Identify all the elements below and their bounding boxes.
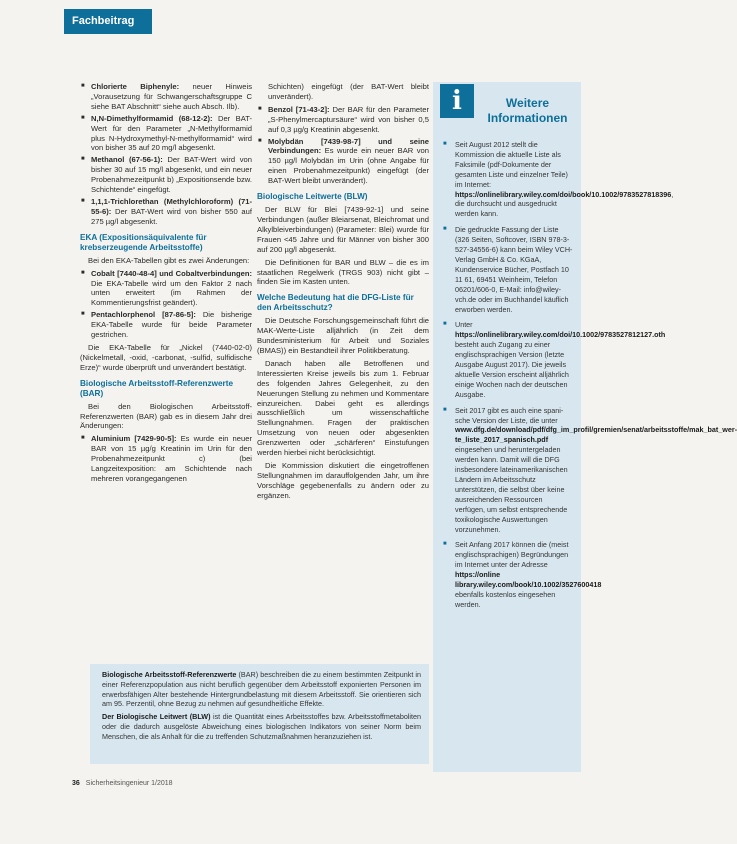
info-link[interactable]: https://onlinelibrary.wiley.com/doi/10.1002/9783527812127.oth [455,330,666,340]
item-label: Chlorierte Biphenyle: [91,82,180,91]
definition-box [90,664,429,764]
item-text: Der BAT-Wert für den Parameter „N-Methylformamid plus N-Hydroxymethyl-N-methylformamid“ wird von bisher 35 auf 20 mg/l abgesenkt. [91,113,252,153]
heading-bar: Biologische Arbeitsstoff-Referenzwerte (BAR) [80,378,234,398]
item-text: Es wurde ein neuer BAR von 150 µg/l Molybdän im Urin (ohne Angabe für einen Probenahmezeitpunkt) eingefügt (der BAT-Wert bleibt unverändert). [268,146,429,186]
paragraph: Der BLW für Blei [7439-92-1] und seine Verbindungen (außer Bleiarsenat, Bleichromat und Alkylbleiverbindungen) (Parameter: Blei) wurde für Frauen <45 Jahre und für Männer von bisher 300 auf 200 µg/l abgesenkt. [257,205,429,254]
paragraph: Die Definitionen für BAR und BLW – die es im staatlichen Regelwerk (TRGS 903) nicht gibt – finden Sie im Kasten unten. [257,257,429,287]
item-text: Der BAT-Wert wird von bisher 550 auf 275 µg/l abgesenkt. [91,206,252,226]
paragraph: Bei den Biologischen Arbeitsstoff-Referenzwerten (BAR) gab es in diesem Jahr drei Änderungen: [80,401,252,431]
definition-blw: Der Biologische Leitwert (BLW) ist die Quantität eines Arbeitsstoffes bzw. Arbeitsstoffmetaboliten oder die dadurch ausgelöste Abweichung eines biologischen Indikators von seiner Norm beim Menschen, die als Anhalt für die zu treffenden Schutzmaßnahmen heranzuziehen ist. [102,712,421,741]
list-item [80,434,252,484]
bullet-list-bat [80,82,252,227]
list-item [80,197,252,227]
list-item [257,137,429,187]
paragraph: Danach haben alle Betroffenen und Interessierten Kreise jeweils bis zum 1. Februar des folgenden Jahres Gelegenheit, zu den Neuerungen Stellung zu nehmen und Kommentare einzureichen. Dabei geht es allerdings ausschließlich um wissenschaftliche Stellungnahmen. Fragen der praktischen Umsetzung von neuen oder abgesenkten Grenzwerten oder „schärferen“ Einstufungen werden hierbei nicht berücksichtigt. [257,358,429,458]
list-item [80,82,252,112]
sidebar-title: Weitere Informationen [487,96,568,125]
item-text: Die bisherige EKA-Tabelle wurde für beide Parameter gestrichen. [91,310,252,340]
item-text: Der BAR für den Parameter „S-Phenylmercaptursäure“ wird von bisher 0,5 auf 0,3 µg/g Kreatinin abgesenkt. [268,104,429,134]
page-number: 36 [72,780,80,787]
item-label: Cobalt [7440-48-4] und Cobaltverbindungen: [91,268,252,278]
column-left [80,82,252,487]
section-label: Fachbeitrag [64,9,152,34]
paragraph: Bei den EKA-Tabellen gibt es zwei Änderungen: [88,255,250,265]
info-item: ■ Unter https://onlinelibrary.wiley.com/doi/10.1002/9783527812127.oth besteht auch Zugang zu einer englischsprachigen Version (letzte Ausgabe August 2017). Die jeweils aktuelle Version erscheint alljährlich einige Wochen nach der deutschen Ausgabe. [443,320,573,399]
info-item: ■ Seit August 2012 stellt die Kommission die aktuelle Liste als Faksimile (pdf-Dokumente der gesamten Liste und einzelner Teile) im Internet: https://onlinelibrary.wiley.com/doi/book/10.1002/9783527818396, die durchsucht und ausgedruckt werden kann. [443,140,573,219]
list-item [80,155,252,195]
info-link[interactable]: www.dfg.de/download/pdf/dfg_im_profil/gremien/senat/arbeitsstoffe/mak_bat_werte_liste_2017_spanisch.pdf [455,425,737,445]
bullet-list-bar [80,434,252,484]
info-link[interactable]: https://online library.wiley.com/book/10.1002/3527600418 [455,570,602,590]
info-link[interactable]: https://onlinelibrary.wiley.com/doi/book/10.1002/9783527818396 [455,189,672,199]
item-label: Methanol (67-56-1): [91,155,163,165]
paragraph: Die Kommission diskutiert die eingetroffenen Stellungnahmen im darauffolgenden Jahr, um ihre Vorschläge gegebenenfalls zu ändern oder zu ergänzen. [257,461,429,500]
list-item [80,269,252,309]
item-label: Pentachlorphenol [87-86-5]: [91,310,196,320]
heading-eka: EKA (Expositionsäquivalente für krebserzeugende Arbeitsstoffe) [80,232,207,252]
bullet-list-bar-cont [257,105,429,186]
item-text: Der BAT-Wert wird von bisher 30 auf 15 mg/l abgesenkt, und ein neuer Probenahmezeitpunkt b) „Expositionsende bzw. Schichtende“ eingefügt. [91,155,252,195]
list-item [80,310,252,340]
journal-name: Sicherheitsingenieur 1/2018 [85,780,173,787]
item-label: Benzol [71-43-2]: [268,104,330,114]
item-text: neuer Hinweis „Vorausetzung für Schwangerschaftsgruppe C siehe BAT Abschnitt“ siehe auch Absch. Ilb). [91,82,252,111]
page-footer [72,780,427,787]
paragraph: Die EKA-Tabelle für „Nickel (7440-02-0) (Nickelmetall, -oxid, -carbonat, -sulfid, sulfidische Erze)“ wurde überprüft und unverändert bestätigt. [80,342,252,372]
item-label: N,N-Dimethylformamid (68-12-2): [91,113,213,123]
definition-bar: Biologische Arbeitsstoff-Referenzwerte (BAR) beschreiben die zu einem bestimmten Zeitpunkt in einer Referenzpopulation aus nicht beruflich gegenüber dem Arbeitsstoff exponierten Personen im erwerbsfähigen Alter bestehende Hintergrundbelastung mit diesem Arbeitsstoff. Sie orientieren sich am 95. Perzentil, ohne Bezug zu nehmen auf gesundheitliche Effekte. [102,670,422,709]
item-label: 1,1,1-Trichlorethan (Methylchloroform) (71-55-6): [91,196,252,216]
item-label: Molybdän [7439-98-7] und seine Verbindungen: [268,136,429,156]
list-item [80,114,252,154]
item-text: Die EKA-Tabelle wird um den Faktor 2 nach unten erweitert (im Rahmen der Kommentierungsfrist geändert). [91,278,252,308]
bullet-list-eka [80,269,252,340]
paragraph: Schichten) eingefügt (der BAT-Wert bleibt unverändert). [268,82,429,101]
info-icon: i [440,84,474,118]
info-sidebar [433,82,737,772]
heading-dfg: Welche Bedeutung hat die DFG-Liste für den Arbeitsschutz? [257,293,414,313]
info-item: ■ Die gedruckte Fassung der Liste (326 Seiten, Softcover, ISBN 978-3-527-34556-6) kann beim Wiley VCH-Verlag GmbH & Co. KGaA, Kundenservice Bücher, Postfach 10 11 61, 69451 Weinheim, Telefon 06201/606-0, E-Mail: info@wiley-vch.de oder im Buchhandel käuflich erworben werden. [443,225,573,314]
paragraph: Die Deutsche Forschungsgemeinschaft führt die MAK-Werte-Liste alljährlich (in Zeit dem Bundesministerium für Arbeit und Soziales (BMAS)) ein Bestandteil ihrer Politikberatung. [257,316,429,356]
info-list [443,140,737,610]
item-label: Aluminium [7429-90-5]: [91,434,177,444]
column-middle [257,82,429,504]
info-item: ■ Seit 2017 gibt es auch eine spanische Version der Liste, die unter www.dfg.de/download/pdf/dfg_im_profil/gremien/senat/arbeitsstoffe/mak_bat_werte_liste_2017_spanisch.pdf eingesehen und heruntergeladen werden kann. Damit will die DFG insbesondere lateinamerikanischen Ländern im Arbeitsschutz unterstützen, die selbst über keine ausreichenden Ressourcen verfügen, um selbst entsprechende toxikologische Auswertungen vorzunehmen. [443,406,573,535]
list-item [257,105,429,135]
info-item: ■ Seit Anfang 2017 können die (meist englischsprachigen) Begründungen im Internet unter der Adresse https://online library.wiley.com/book/10.1002/3527600418 ebenfalls kostenlos eingesehen werden. [443,540,573,609]
item-text: Es wurde ein neuer BAR von 15 µg/g Kreatinin im Urin für den Probenahmezeitpunkt c) (bei Langzeitexposition: am Schichtende nach mehreren vorangegangenen [91,434,252,483]
heading-blw: Biologische Leitwerte (BLW) [257,192,368,202]
